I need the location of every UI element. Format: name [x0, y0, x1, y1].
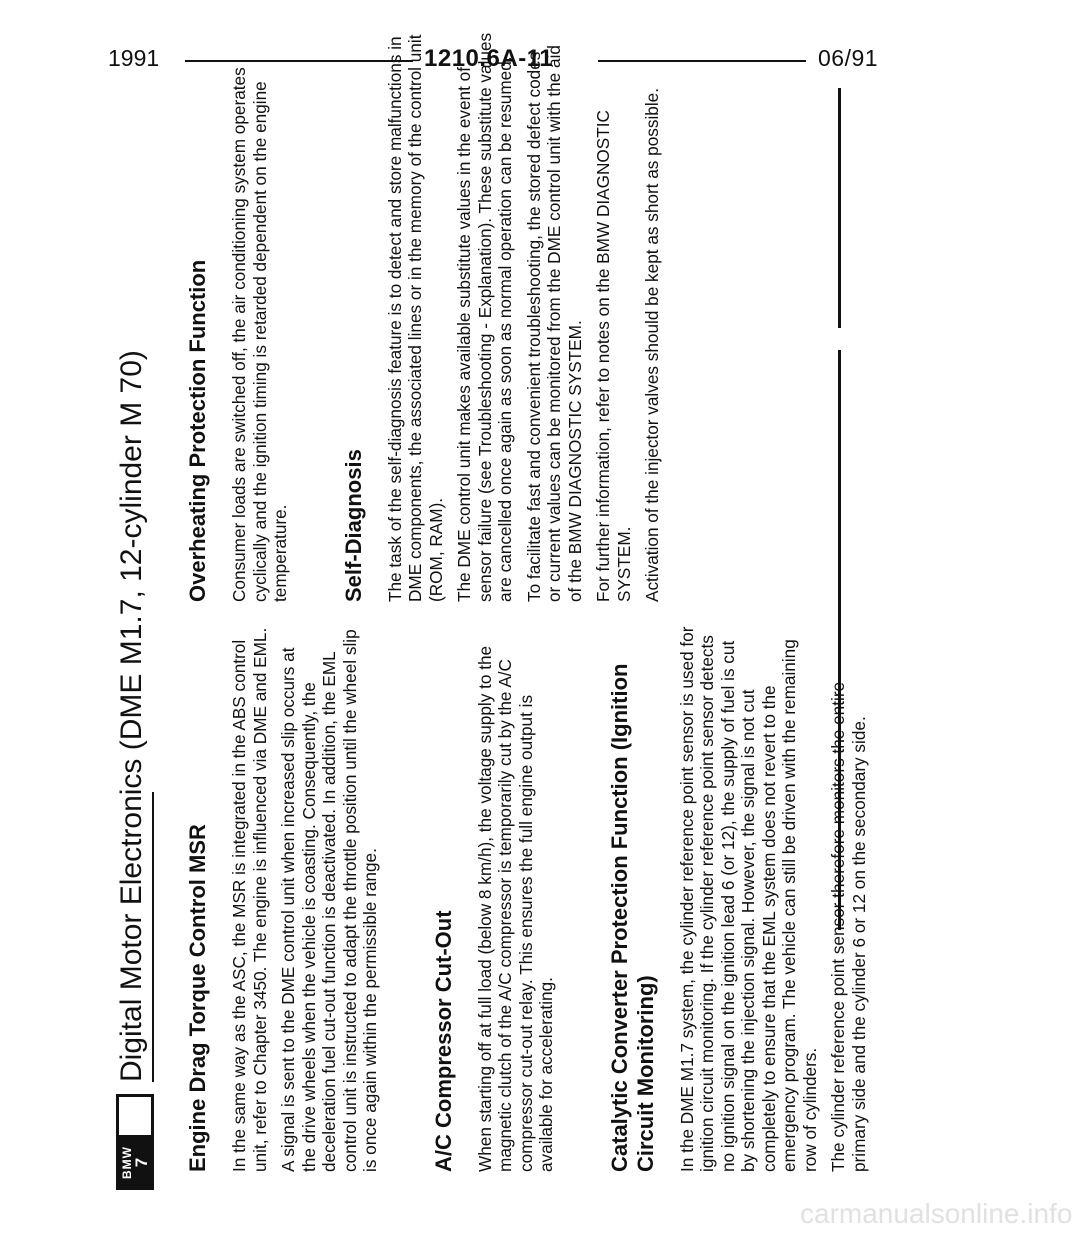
paragraph: The cylinder reference point sensor therefore monitors the entire primary side and the cylinder 6 or 12 on the secondary side. — [828, 681, 869, 1172]
heading-self-diagnosis: Self-Diagnosis — [340, 449, 366, 602]
logo-number: 7 — [131, 1157, 151, 1168]
left-column — [185, 624, 877, 1172]
logo-brand: BMW — [119, 1146, 134, 1179]
header-date: 06/91 — [818, 45, 879, 71]
heading-overheating: Overheating Protection Function — [185, 259, 210, 602]
bmw-logo — [116, 1135, 154, 1190]
title-underline — [152, 792, 154, 1082]
paragraph: For further information, refer to notes on the BMW DIAGNOSTIC SYSTEM. — [593, 110, 634, 602]
paragraph: To facilitate fast and convenient troubleshooting, the stored defect codes or current values can be monitored from the DME control unit with the aid of the BMW DIAGNOSTIC SYSTEM. — [523, 45, 585, 602]
paragraph: Activation of the injector valves should be kept as short as possible. — [642, 88, 662, 602]
heading-catalytic: Catalytic Converter Protection Function (Ignition Circuit Monitoring) — [606, 663, 658, 1172]
header-page-code: 1210.6A-11 — [424, 45, 554, 72]
page-title: Digital Motor Electronics (DME M1.7, 12-cylinder M 70) — [115, 350, 148, 1082]
paragraph: The DME control unit makes available substitute values in the event of sensor failure (see Troubleshooting - Explanation). These substitute values are cancelled once again as soon as normal operation can be resumed. — [454, 32, 515, 602]
paragraph: A signal is sent to the DME control unit when increased slip occurs at the drive wheels when the vehicle is coasting. Consequently, the deceleration fuel cut-out function is deactivated. In addition, the EML control unit is instructed to adapt the throttle position until the wheel slip is once again within the permissible range. — [278, 629, 380, 1172]
paragraph: The task of the self-diagnosis feature is to detect and store malfunctions in DME components, the associated lines or in the memory of the control unit (ROM, RAM). — [384, 34, 446, 602]
paragraph: In the same way as the ASC, the MSR is integrated in the ABS control unit, refer to Chapter 3450. The engine is influenced via DME and EML. — [229, 627, 270, 1172]
header-year: 1991 — [108, 45, 160, 71]
paragraph: Consumer loads are switched off, the air conditioning system operates cyclically and the ignition timing is retarded dependent on the engine temperature. — [229, 67, 290, 602]
paragraph: When starting off at full load (below 8 km/h), the voltage supply to the magnetic clutch of the A/C compressor is temporarily cut by the A/C compressor cut-out relay. This ensures the full engine output is available for accelerating. — [474, 645, 556, 1172]
heading-msr: Engine Drag Torque Control MSR — [185, 824, 210, 1172]
heading-ac-cutout: A/C Compressor Cut-Out — [430, 910, 456, 1172]
right-column — [185, 32, 671, 602]
paragraph: In the DME M1.7 system, the cylinder reference point sensor is used for ignition circuit monitoring. If the cylinder reference point sensor detects no ignition signal on the ignition lead 6 (or 12), the supply of fuel is cut by shortening the injection signal. However, the signal is not cut completely to ensure that the EML system does not revert to the emergency program. The vehicle can still be driven with the remaining row of cylinders. — [676, 626, 820, 1172]
watermark: carmanualsonline.info — [800, 1198, 1072, 1229]
